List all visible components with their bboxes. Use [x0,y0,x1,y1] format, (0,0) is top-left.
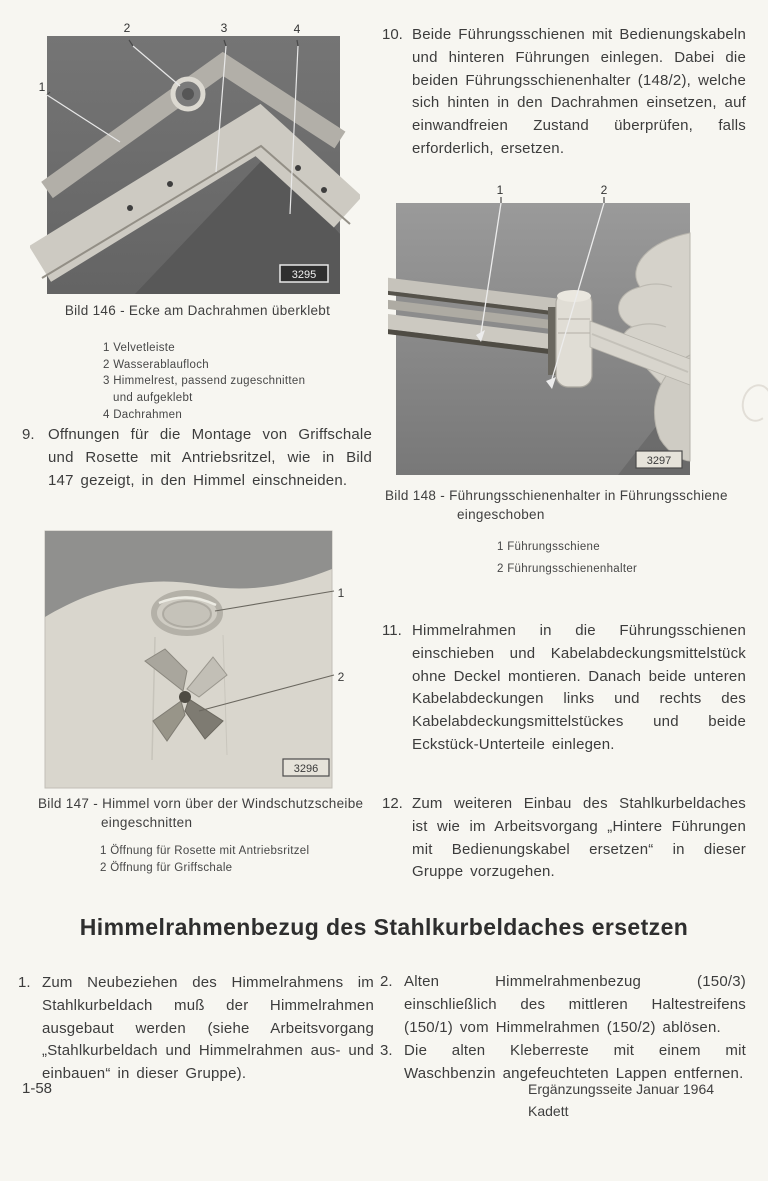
legend-item: 1 Führungsschiene [497,541,600,553]
step-10 [382,24,746,161]
water-drain-hole-center [182,88,194,100]
rosette-opening-inner [163,601,211,627]
rivet-hole [167,181,173,187]
figure-146 [30,22,360,307]
figure-148-caption-line1: Bild 148 - Führungsschienenhalter in Führungsschiene [385,488,728,503]
figure-146-caption: Bild 146 - Ecke am Dachrahmen überklebt [64,303,331,318]
step-text: Zum weiteren Einbau des Stahlkurbeldaches ist wie im Arbeitsvorgang „Hintere Führungen mit Bedienungskabel ersetzen“ in dieser Gruppe vorzugehen. [412,795,746,881]
callout-2: 2 [600,183,608,197]
figure-147 [37,525,367,800]
callout-3: 3 [220,22,228,35]
photo-tag-number: 3295 [291,269,317,281]
legend-item: 4 Dachrahmen [103,408,183,421]
model-name: Kadett [528,1103,569,1120]
figure-148-photo [388,183,718,488]
rivet-hole [127,205,133,211]
step-text: Offnungen für die Montage von Griffschale und Rosette mit Antriebsritzel, wie in Bild 147 gezeigt, in den Himmel einschneiden. [48,426,372,489]
step-2 [380,971,746,1039]
step-number: 9. [22,426,35,443]
figure-147-caption-line2: eingeschnitten [101,815,193,830]
callout-2: 2 [337,670,345,684]
step-11 [382,620,746,757]
legend-item: 2 Führungsschienenhalter [497,563,638,576]
callout-2: 2 [123,22,131,35]
legend-item: 3 Himmelrest, passend zugeschnitten [103,375,306,388]
figure-147-caption-line1: Bild 147 - Himmel vorn über der Windschutzscheibe [38,796,364,811]
callout-4: 4 [293,22,301,36]
step-text: Beide Führungsschienen mit Bedienungskabeln und hinteren Führungen einlegen. Dabei die beiden Führungsschienenhalter (148/2), welche sich hinten in den Dachrahmen einsetzen, auf einwandfreien Zustand überprüfen, falls erforderlich, ersetzen. [412,26,746,157]
step-9 [22,424,372,492]
photo-tag-number: 3296 [293,763,319,775]
figure-147-legend [100,843,309,876]
step-number: 2. [380,973,393,990]
step-text: Himmelrahmen in die Führungsschienen einschieben und Kabelabdeckungsmittelstück ohne Deckel montieren. Danach beide unteren Kabelabdeckungen links und rechts des Kabelabdeckungsmittelstückes und beide Eckstück-Unterteile einlegen. [412,622,746,753]
step-text: Die alten Kleberreste mit einem mit Waschbenzin angefeuchteten Lappen entfernen. [404,1042,746,1082]
step-text: Zum Neubeziehen des Himmelrahmens im Stahlkurbeldach muß der Himmelrahmen ausgebaut werden (siehe Arbeitsvorgang „Stahlkurbeldach und Himmelrahmen aus- und einbauen“ in dieser Gruppe). [42,974,374,1083]
figure-148-caption-line2: eingeschoben [457,507,545,522]
step-number: 12. [382,795,403,812]
step-number: 1. [18,974,31,991]
step-number: 3. [380,1042,393,1059]
supplement-note: Ergänzungsseite Januar 1964 [528,1081,715,1097]
figure-146-legend [103,340,305,423]
figure-147-photo [37,525,367,800]
callout-1: 1 [496,183,504,197]
step-1 [18,972,374,1086]
cut-center-hole [179,691,191,703]
rivet-hole [295,165,301,171]
footer-right [528,1078,714,1123]
legend-item: 2 Öffnung für Griffschale [100,861,233,874]
holder-top [557,290,591,302]
step-12 [382,793,746,884]
step-number: 11. [382,622,402,639]
legend-item: 2 Wasserablaufloch [103,358,209,371]
section-heading: Himmelrahmenbezug des Stahlkurbeldaches ersetzen [79,914,689,940]
photo-tag-number: 3297 [646,455,672,467]
figure-146-photo [30,22,360,307]
step-text: Alten Himmelrahmenbezug (150/3) einschließlich des mittleren Haltestreifens (150/1) vom Himmelrahmen (150/2) ablösen. [404,973,746,1036]
figure-148 [388,183,718,488]
legend-item-continuation: und aufgeklebt [113,392,193,405]
page-number: 1-58 [22,1080,53,1097]
callout-1: 1 [337,586,345,600]
legend-item: 1 Öffnung für Rosette mit Antriebsritzel [100,845,310,857]
legend-item: 1 Velvetleiste [103,342,175,354]
figure-148-legend [497,536,637,581]
callout-1: 1 [38,80,46,94]
scan-artifact-mark [738,381,768,425]
rivet-hole [321,187,327,193]
step-number: 10. [382,26,403,43]
